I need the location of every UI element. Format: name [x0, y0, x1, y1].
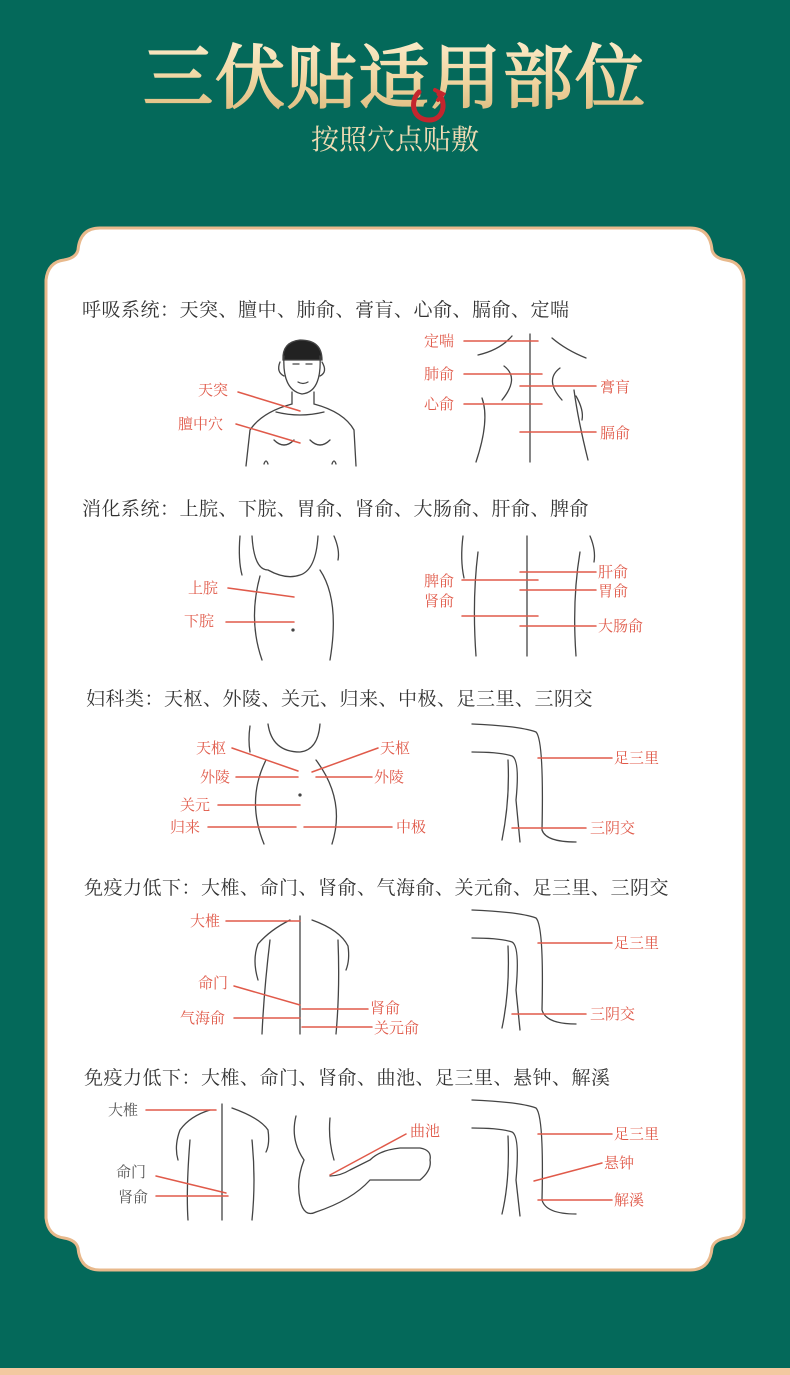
point-label: 解溪 [614, 1191, 645, 1209]
point-label: 肝俞 [598, 563, 629, 581]
point-label: 下脘 [184, 612, 215, 630]
point-label: 关元俞 [374, 1019, 420, 1037]
point-label: 肾俞 [424, 592, 455, 610]
section-title-immunity-2: 免疫力低下：大椎、命门、肾俞、曲池、足三里、悬钟、解溪 [84, 1067, 611, 1089]
point-label: 中极 [396, 818, 427, 836]
point-label: 胃俞 [598, 582, 629, 600]
point-label: 心俞 [424, 395, 455, 413]
front-abdomen-figure-icon [239, 536, 338, 660]
point-label: 外陵 [200, 768, 231, 786]
point-label: 曲池 [410, 1122, 441, 1140]
point-label: 气海俞 [180, 1009, 226, 1027]
front-chest-figure-icon [246, 340, 356, 466]
point-label: 膻中穴 [178, 415, 224, 433]
point-label: 膈俞 [600, 424, 631, 442]
lower-leg-figure-icon-3 [472, 1100, 576, 1216]
point-label: 关元 [180, 796, 211, 814]
lower-leg-figure-icon [472, 724, 576, 842]
point-label: 天枢 [380, 739, 411, 757]
point-label: 足三里 [614, 749, 660, 767]
point-label: 大肠俞 [598, 617, 644, 635]
upper-back-figure-icon [476, 334, 588, 462]
page-title: 三伏贴适用部位 [0, 22, 790, 123]
point-label: 天突 [198, 381, 229, 399]
point-label: 定喘 [424, 332, 455, 350]
section-title-respiratory: 呼吸系统：天突、膻中、肺俞、膏肓、心俞、膈俞、定喘 [82, 299, 570, 321]
point-label: 悬钟 [604, 1154, 635, 1172]
page-subtitle: 按照穴点贴敷 [310, 123, 479, 156]
point-label: 天枢 [196, 739, 227, 757]
point-label: 膏肓 [600, 378, 631, 396]
point-label: 大椎 [190, 912, 221, 930]
point-label: 肺俞 [424, 365, 455, 383]
point-label: 三阴交 [590, 819, 636, 837]
lower-leg-figure-icon-2 [472, 910, 576, 1030]
point-label: 上脘 [188, 579, 219, 597]
point-label: 命门 [198, 974, 229, 992]
point-label: 外陵 [374, 768, 405, 786]
section-title-immunity-1: 免疫力低下：大椎、命门、肾俞、气海俞、关元俞、足三里、三阴交 [84, 877, 670, 899]
upper-back-figure-icon-2 [176, 1104, 268, 1220]
female-abdomen-figure-icon [249, 724, 336, 844]
point-label: 肾俞 [370, 999, 401, 1017]
section-title-digestive: 消化系统：上脘、下脘、胃俞、肾俞、大肠俞、肝俞、脾俞 [82, 498, 590, 520]
bottom-divider [0, 1368, 790, 1375]
point-label: 三阴交 [590, 1005, 636, 1023]
point-label: 命门 [116, 1163, 147, 1181]
point-label: 肾俞 [118, 1188, 149, 1206]
section-title-gynecology: 妇科类：天枢、外陵、关元、归来、中极、足三里、三阴交 [86, 688, 594, 710]
point-label: 脾俞 [424, 572, 455, 590]
back-figure-icon [255, 916, 349, 1034]
lower-back-figure-icon [462, 536, 595, 656]
point-label: 归来 [170, 818, 201, 836]
point-label: 足三里 [614, 1125, 660, 1143]
point-label: 足三里 [614, 934, 660, 952]
point-label: 大椎 [108, 1101, 139, 1119]
